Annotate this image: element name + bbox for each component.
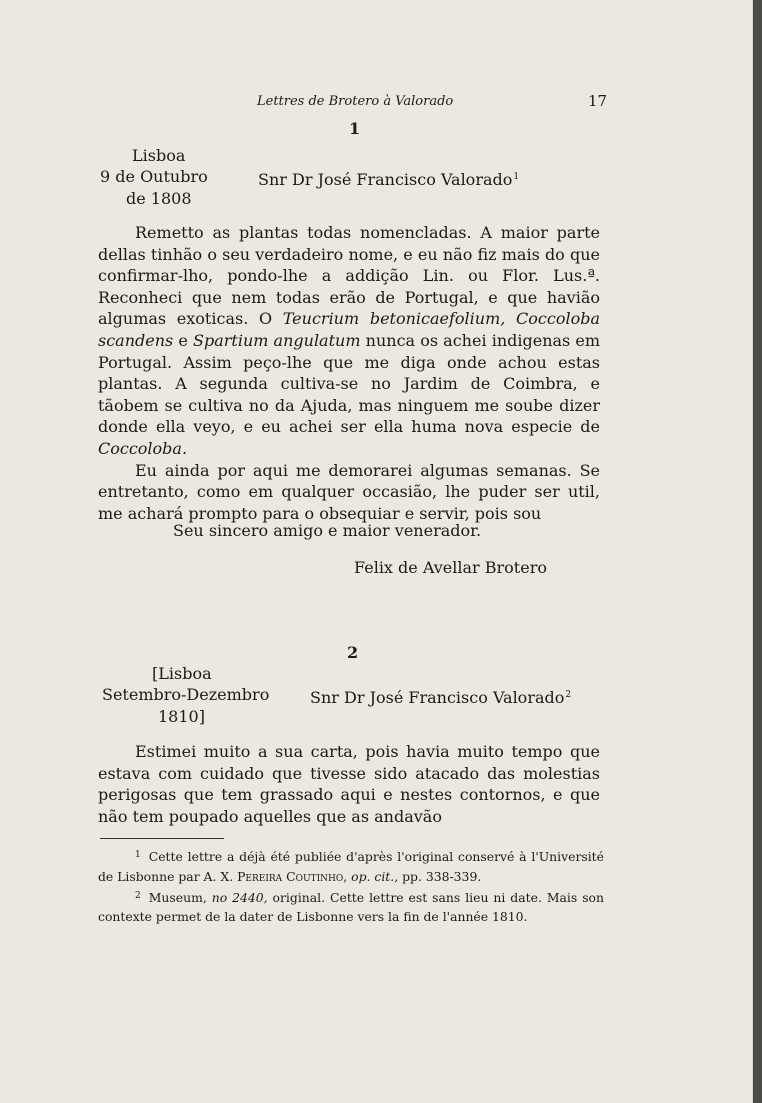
footnotes (98, 846, 604, 927)
letter1-signature: Felix de Avellar Brotero (354, 558, 547, 577)
letter1-date: 9 de Outubro (100, 167, 208, 186)
footnote-2: $^2$ Museum, no 2440, original. Cette lettre est sans lieu ni date. Mais son contexte permet de la dater de Lisbonne vers la fin de l'année 1810. (98, 889, 604, 925)
letter2-date: Setembro-Dezembro (102, 685, 270, 704)
letter2-body (98, 741, 600, 827)
letter1-body (98, 222, 600, 524)
letter1-place: Lisboa (132, 146, 186, 165)
footnote-rule (100, 838, 224, 839)
letter1-paragraph-2: Eu ainda por aqui me demorarei algumas semanas. Se entretanto, como em qualquer occasião, lhe puder ser util, me achará prompto para o obsequiar e servir, pois sou (98, 460, 600, 523)
page-number: 17 (588, 92, 608, 110)
letter2-recipient-name: Snr Dr José Francisco Valorado (310, 688, 565, 707)
letter2-paragraph-1: Estimei muito a sua carta, pois havia muito tempo que estava com cuidado que tivesse sido atacado das molestias perigosas que tem grassado aqui e nestes contornos, e que não tem poupado aquelles que as andavão (98, 742, 600, 826)
letter1-recipient-name: Snr Dr José Francisco Valorado (258, 170, 513, 189)
footnote-1: $^1$ Cette lettre a déjà été publiée d'après l'original conservé à l'Université de Lisbonne par A. X. Pereira Coutinho, op. cit., pp. 338-339. (98, 849, 604, 884)
letter1-paragraph-1: Remetto as plantas todas nomencladas. A maior parte dellas tinhão o seu verdadeiro nome, e eu não fiz mais do que confirmar-lho, pondo-lhe a addição Lin. ou Flor. Lus.ª. Reconheci que nem todas erão de Portugal, e que havião algumas exoticas. O Teucrium betonicaefolium, Coccoloba scandens e Spartium angulatum nunca os achei indigenas em Portugal. Assim peço-lhe que me diga onde achou estas plantas. A segunda cultiva-se no Jardim de Coimbra, e tãobem se cultiva no da Ajuda, mas ninguem me soube dizer donde ella veyo, e eu achei ser ella huma nova especie de Coccoloba. (98, 223, 601, 458)
letter1-year: de 1808 (126, 189, 192, 208)
letter2-year: 1810] (158, 707, 205, 726)
footnote-ref-2: 2 (565, 690, 572, 700)
letter2-recipient (310, 684, 571, 709)
letter2-place: [Lisboa (152, 664, 212, 683)
running-header-title: Lettres de Brotero à Valorado (257, 94, 454, 109)
footnote-ref-1: 1 (513, 172, 520, 182)
letter-number-1: 1 (349, 119, 361, 138)
letter1-recipient (258, 166, 519, 191)
letter1-closing: Seu sincero amigo e maior venerador. (173, 521, 482, 540)
letter-number-2: 2 (347, 643, 359, 662)
